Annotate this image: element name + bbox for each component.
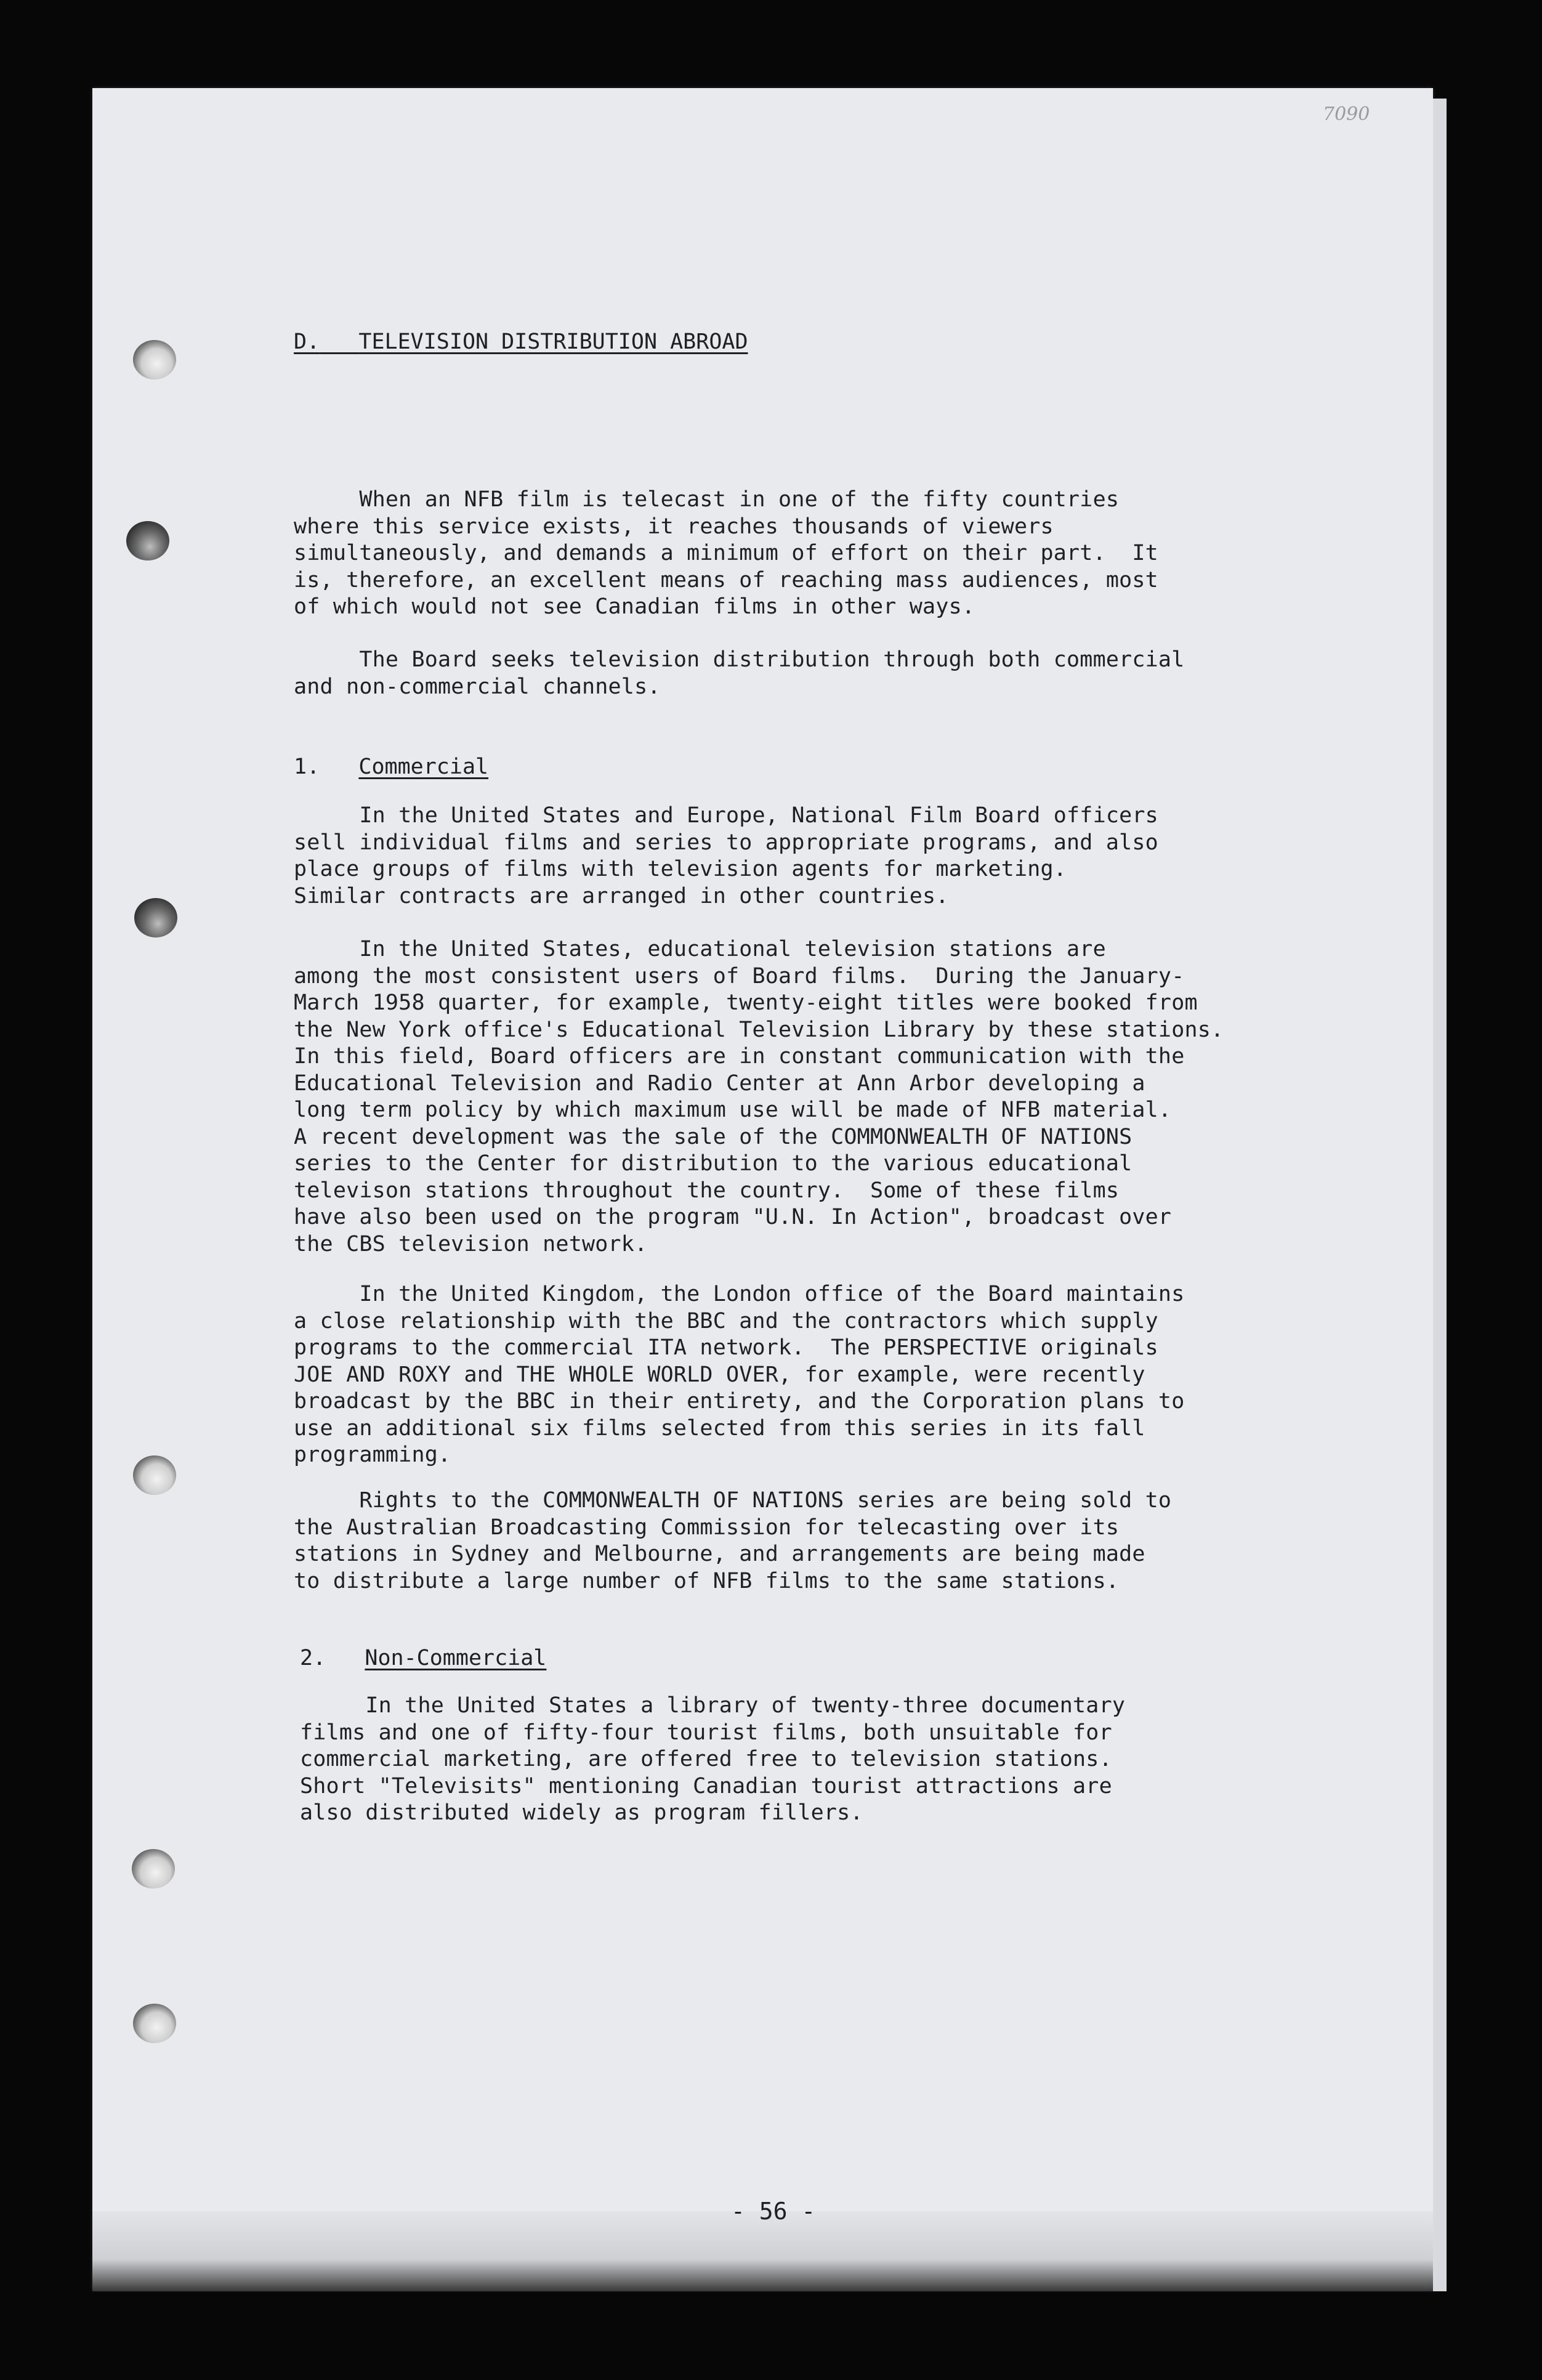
text-line: films and one of fifty-four tourist films, both unsuitable for — [300, 1720, 1112, 1745]
text-line: In the United States, educational television stations are — [294, 937, 1106, 961]
underlying-page-edge — [1433, 99, 1447, 2291]
text-line: programming. — [294, 1443, 451, 1467]
text-line: JOE AND ROXY and THE WHOLE WORLD OVER, for example, were recently — [294, 1362, 1145, 1387]
text-line: long term policy by which maximum use will be made of NFB material. — [294, 1098, 1172, 1122]
text-line: the New York office's Educational Television Library by these stations. — [294, 1017, 1224, 1042]
section-heading — [294, 330, 748, 354]
text-line: In the United Kingdom, the London office of the Board maintains — [294, 1282, 1185, 1306]
intro-paragraph-1 — [294, 487, 1158, 621]
text-line: broadcast by the BBC in their entirety, and the Corporation plans to — [294, 1389, 1185, 1414]
text-line: Short "Televisits" mentioning Canadian tourist attractions are — [300, 1773, 1112, 1799]
text-line: simultaneously, and demands a minimum of effort on their part. It — [294, 541, 1158, 565]
punch-hole — [134, 898, 177, 937]
non-commercial-paragraph-1 — [300, 1693, 1125, 1827]
section-letter: D. — [294, 330, 320, 354]
text-line: sell individual films and series to appropriate programs, and also — [294, 830, 1158, 855]
text-line: programs to the commercial ITA network. The PERSPECTIVE originals — [294, 1335, 1158, 1360]
text-line: commercial marketing, are offered free to television stations. — [300, 1747, 1112, 1771]
text-line: also distributed widely as program fillers. — [300, 1800, 863, 1825]
text-line: televison stations throughout the country. Some of these films — [294, 1178, 1120, 1203]
subsection-number: 2. — [300, 1646, 326, 1670]
text-line: of which would not see Canadian films in other ways. — [294, 594, 975, 619]
punch-hole — [133, 340, 176, 379]
handwritten-page-note: 7090 — [1323, 103, 1370, 125]
text-line: is, therefore, an excellent means of reaching mass audiences, most — [294, 567, 1158, 593]
subsection-title: Non-Commercial — [365, 1646, 547, 1670]
text-line: the CBS television network. — [294, 1231, 648, 1257]
text-line: series to the Center for distribution to the various educational — [294, 1151, 1132, 1176]
section-title: TELEVISION DISTRIBUTION ABROAD — [358, 330, 748, 354]
punch-hole — [133, 1455, 176, 1495]
text-line: Similar contracts are arranged in other countries. — [294, 883, 949, 909]
text-line: Educational Television and Radio Center at Ann Arbor developing a — [294, 1071, 1145, 1096]
text-line: use an additional six films selected from this series in its fall — [294, 1415, 1145, 1441]
commercial-paragraph-4 — [294, 1488, 1171, 1595]
commercial-paragraph-1 — [294, 803, 1158, 910]
text-line: have also been used on the program "U.N. In Action", broadcast over — [294, 1205, 1172, 1229]
subsection-heading-commercial — [294, 755, 488, 779]
text-line: and non-commercial channels. — [294, 674, 661, 699]
commercial-paragraph-2 — [294, 936, 1224, 1258]
text-line: the Australian Broadcasting Commission for telecasting over its — [294, 1515, 1120, 1540]
page-number: - 56 - — [731, 2198, 816, 2225]
text-line: In the United States a library of twenty-three documentary — [300, 1693, 1126, 1718]
text-line: In this field, Board officers are in constant communication with the — [294, 1044, 1185, 1069]
text-line: stations in Sydney and Melbourne, and arrangements are being made — [294, 1542, 1145, 1566]
text-line: Rights to the COMMONWEALTH OF NATIONS series are being sold to — [294, 1488, 1172, 1513]
text-line: place groups of films with television agents for marketing. — [294, 857, 1067, 881]
punch-hole — [132, 1849, 175, 1888]
text-line: among the most consistent users of Board films. During the January- — [294, 963, 1185, 989]
text-line: The Board seeks television distribution through both commercial — [294, 647, 1185, 672]
subsection-heading-non-commercial — [300, 1646, 546, 1670]
text-line: to distribute a large number of NFB films to the same stations. — [294, 1568, 1120, 1593]
text-line: A recent development was the sale of the COMMONWEALTH OF NATIONS — [294, 1124, 1132, 1149]
subsection-title: Commercial — [358, 755, 489, 779]
punch-hole — [133, 2004, 176, 2043]
text-line: a close relationship with the BBC and the contractors which supply — [294, 1308, 1158, 1334]
text-line: In the United States and Europe, National Film Board officers — [294, 803, 1158, 828]
text-line: When an NFB film is telecast in one of the fifty countries — [294, 487, 1120, 512]
subsection-number: 1. — [294, 755, 320, 779]
text-line: March 1958 quarter, for example, twenty-eight titles were booked from — [294, 990, 1198, 1015]
punch-hole — [126, 521, 169, 561]
text-line: where this service exists, it reaches thousands of viewers — [294, 514, 1054, 539]
commercial-paragraph-3 — [294, 1281, 1184, 1469]
intro-paragraph-2 — [294, 647, 1184, 700]
